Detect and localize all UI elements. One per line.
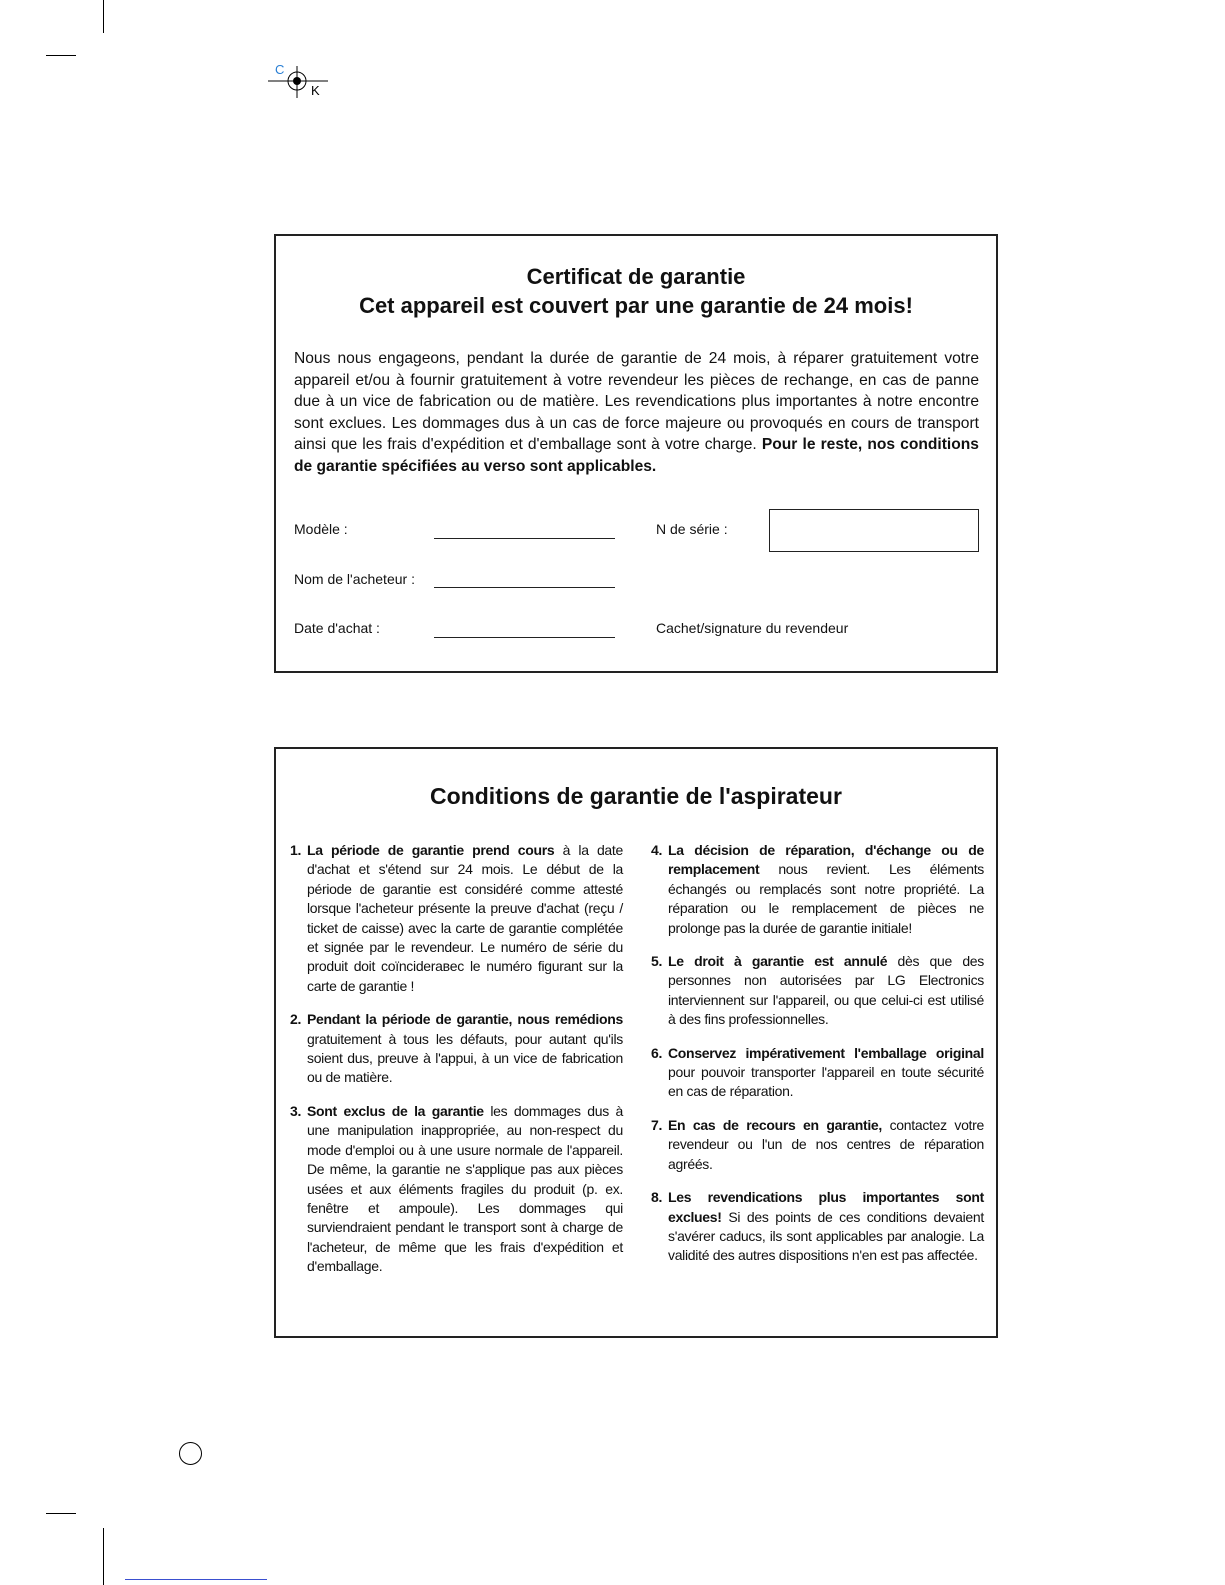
condition-heading: Les revendications plus importantes sont exclues! <box>668 1189 984 1225</box>
crop-mark-top-vertical <box>103 0 104 33</box>
certificate-body <box>294 348 979 478</box>
dealer-stamp-label: Cachet/signature du revendeur <box>656 620 849 636</box>
conditions-column-left <box>290 841 623 1291</box>
condition-text: à la date d'achat et s'étend sur 24 mois. Le début de la période de garantie est considéré comme attesté lorsque l'acheteur présente la preuve d'achat (reçu / ticket de caisse) avec la carte de garantie complétée et signée par le revendeur. Le numéro de série du produit doit coïnciderавec le numéro figurant sur la carte de garantie ! <box>307 842 623 994</box>
condition-item <box>290 841 623 996</box>
condition-text: Si des points de ces conditions devaient s'avérer caducs, ils sont applicables par analogie. La validité des autres dispositions n'en est pas affectée. <box>668 1208 984 1264</box>
page-number-circle-icon <box>179 1442 202 1465</box>
crop-mark-bottom-horizontal <box>46 1513 76 1514</box>
certificate-title <box>276 262 996 320</box>
condition-number: 8. <box>651 1189 663 1206</box>
condition-item <box>651 952 984 1030</box>
condition-number: 3. <box>290 1102 302 1119</box>
condition-item <box>290 1010 623 1088</box>
condition-number: 7. <box>651 1116 663 1133</box>
model-field-line[interactable] <box>434 538 615 539</box>
condition-number: 6. <box>651 1044 663 1061</box>
crop-mark-bottom-vertical <box>103 1528 104 1585</box>
condition-text: gratuitement à tous les défauts, pour autant qu'ils soient dus, preuve à l'appui, à un vice de fabrication ou de matière. <box>307 1030 623 1086</box>
warranty-conditions-box <box>274 747 998 1338</box>
crop-mark-top-horizontal <box>46 55 76 56</box>
condition-text: contactez votre revendeur ou l'un de nos centres de réparation agréés. <box>668 1116 984 1172</box>
condition-number: 4. <box>651 842 663 858</box>
purchase-date-field-line[interactable] <box>434 637 615 638</box>
conditions-column-right <box>651 841 984 1280</box>
registration-c-label: C <box>275 62 285 77</box>
condition-text: nous revient. Les éléments échangés ou remplacés sont notre propriété. La réparation ou le remplacement de pièces ne prolonge pas la durée de garantie initiale! <box>668 861 984 936</box>
warranty-certificate-box <box>274 234 998 673</box>
buyer-name-label: Nom de l'acheteur : <box>294 571 415 587</box>
condition-text: les dommages dus à une manipulation inappropriée, au non-respect du mode d'emploi ou à une usure normale de l'appareil. De même, la garantie ne s'applique pas aux pièces usées et aux éléments fragiles du produit (p. ex. fenêtre et ampoule). Les dommages qui surviendraient pendant le transport sont à charge de l'acheteur, de même que les frais d'expédition et d'emballage. <box>307 1102 623 1275</box>
condition-item <box>651 1188 984 1266</box>
purchase-date-label: Date d'achat : <box>294 620 380 636</box>
condition-heading: La décision de réparation, d'échange ou de remplacement <box>668 842 984 878</box>
condition-text: pour pouvoir transporter l'appareil en toute sécurité en cas de réparation. <box>668 1064 984 1100</box>
registration-k-label: K <box>311 83 320 98</box>
certificate-title-line1: Certificat de garantie <box>526 264 746 289</box>
bottom-rule <box>125 1579 267 1580</box>
condition-heading: La période de garantie prend cours <box>307 842 555 858</box>
certificate-body-text: Nous nous engageons, pendant la durée de garantie de 24 mois, à réparer gratuitement votre appareil et/ou à fournir gratuitement à votre revendeur les pièces de rechange, en cas de panne due à un vice de fabrication ou de matière. Les revendications plus importantes à notre encontre sont exclues. Les dommages dus à un cas de force majeure ou provoqués en cours de transport ainsi que les frais d'expédition et d'emballage sont à votre charge. <box>294 350 979 454</box>
condition-number: 1. <box>290 842 302 858</box>
condition-heading: Pendant la période de garantie, nous remédions <box>307 1011 623 1028</box>
model-label: Modèle : <box>294 521 348 537</box>
condition-heading: Sont exclus de la garantie <box>307 1102 484 1119</box>
serial-label: N de série : <box>656 521 728 537</box>
condition-item <box>290 1102 623 1277</box>
condition-number: 5. <box>651 953 663 970</box>
certificate-title-line2: Cet appareil est couvert par une garantie de 24 mois! <box>359 293 913 318</box>
condition-item <box>651 1116 984 1174</box>
condition-item <box>651 841 984 938</box>
condition-heading: Conservez impérativement l'emballage original <box>668 1044 984 1061</box>
conditions-title: Conditions de garantie de l'aspirateur <box>430 783 842 809</box>
serial-number-field[interactable] <box>769 509 979 552</box>
condition-number: 2. <box>290 1011 302 1028</box>
certificate-body-bold: Pour le reste, nos conditions de garantie spécifiées au verso sont applicables. <box>294 436 979 475</box>
condition-heading: En cas de recours en garantie, <box>668 1116 882 1133</box>
condition-heading: Le droit à garantie est annulé <box>668 953 888 970</box>
condition-item <box>651 1044 984 1102</box>
condition-text: dès que des personnes non autorisées par LG Electronics interviennent sur l'appareil, ou que celui-ci est utilisé à des fins professionnelles. <box>668 953 984 1028</box>
buyer-name-field-line[interactable] <box>434 587 615 588</box>
